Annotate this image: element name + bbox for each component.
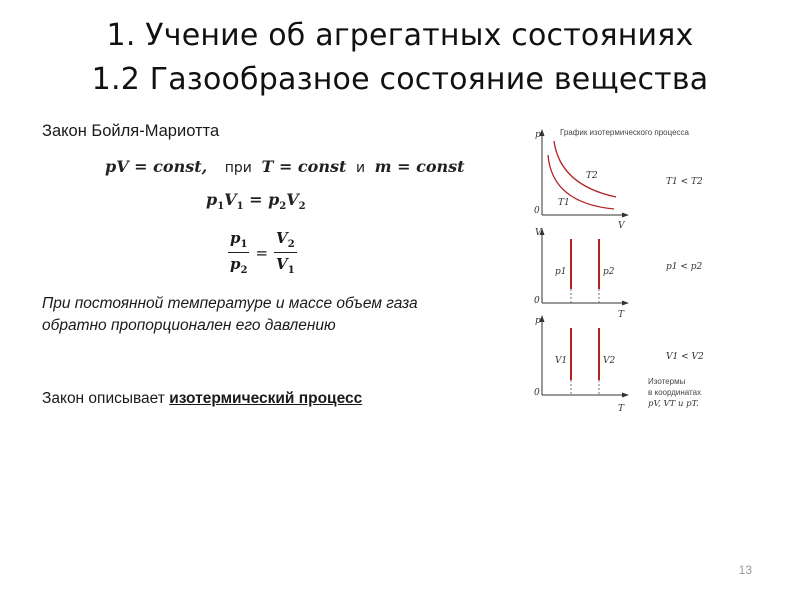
formula-ratio [228, 229, 297, 276]
curve-label-t2: T2 [586, 171, 598, 181]
axis-label-y: V [535, 228, 542, 238]
formula-sub: 1 [236, 201, 244, 213]
formula-t-condition: T = const [261, 157, 347, 176]
fraction-denominator: $p_2$ [230, 255, 248, 276]
fraction-numerator: $V_2$ [274, 229, 297, 253]
slide-title-line-2: 1.2 Газообразное состояние вещества [91, 62, 709, 97]
axis-label-x: T [618, 310, 625, 320]
formula-p2: p [268, 190, 280, 209]
origin-label: 0 [534, 388, 540, 398]
formula-m-condition: m = const [374, 157, 465, 176]
formula-p1: p [206, 190, 218, 209]
caption-line-1: Изотермы [648, 377, 686, 386]
axis-label-y: p [535, 130, 541, 140]
fraction-denominator: $V_1$ [276, 255, 295, 276]
law-highlight: изотермический процесс [169, 390, 363, 407]
fraction-equals: = [255, 243, 269, 262]
formula-sub: 1 [217, 201, 225, 213]
formula-lhs: pV = const, [105, 157, 208, 176]
origin-label: 0 [534, 296, 540, 306]
relation-t: T1 < T2 [666, 177, 703, 187]
caption-line-2: в координатах [648, 388, 702, 397]
arrow-icon [622, 301, 629, 306]
formula-word-and: и [355, 160, 366, 176]
isotherm-graph [530, 125, 740, 420]
origin-label: 0 [534, 206, 540, 216]
caption-line-3: pV, VT и pT. [648, 399, 699, 409]
panel-pv [534, 128, 703, 231]
curve-label-t1: T1 [558, 198, 570, 208]
slide-title-line-1: 1. Учение об агрегатных состояниях [106, 18, 694, 53]
formula-v2: V [286, 190, 299, 209]
formula-p1v1-p2v2 [206, 190, 306, 212]
relation-p: p1 < p2 [666, 262, 703, 272]
fraction-numerator: $p_1$ [228, 229, 249, 253]
axis-label-x: T [618, 404, 625, 414]
law-statement [42, 390, 362, 408]
panel-vt [534, 228, 703, 320]
formula-v1: V [224, 190, 237, 209]
fraction-right [274, 229, 297, 276]
law-subheading: Закон Бойля-Мариотта [42, 122, 220, 140]
formula-word-pri: при [224, 160, 252, 176]
axis-label-x: V [618, 221, 625, 231]
panel-pt [534, 315, 704, 414]
arrow-icon [622, 213, 629, 218]
formula-pv-const [105, 157, 465, 176]
page-number: 13 [738, 563, 752, 577]
line-label-p1: p1 [555, 267, 567, 277]
law-prefix: Закон описывает [42, 390, 170, 407]
fraction-left [228, 229, 249, 276]
arrow-icon [622, 393, 629, 398]
relation-v: V1 < V2 [666, 352, 704, 362]
formula-sub: 2 [298, 201, 306, 213]
formula-equals: = [243, 190, 269, 209]
formula-sub: 2 [279, 201, 287, 213]
law-description: При постоянной температуре и массе объем газа обратно пропорционален его давлению [42, 295, 418, 334]
line-label-v1: V1 [555, 356, 568, 366]
isotherm-curve-t2 [554, 141, 616, 197]
line-label-p2: p2 [603, 267, 615, 277]
axis-label-y: p [535, 316, 541, 326]
graph-title: График изотермического процесса [560, 128, 690, 137]
line-label-v2: V2 [603, 356, 616, 366]
